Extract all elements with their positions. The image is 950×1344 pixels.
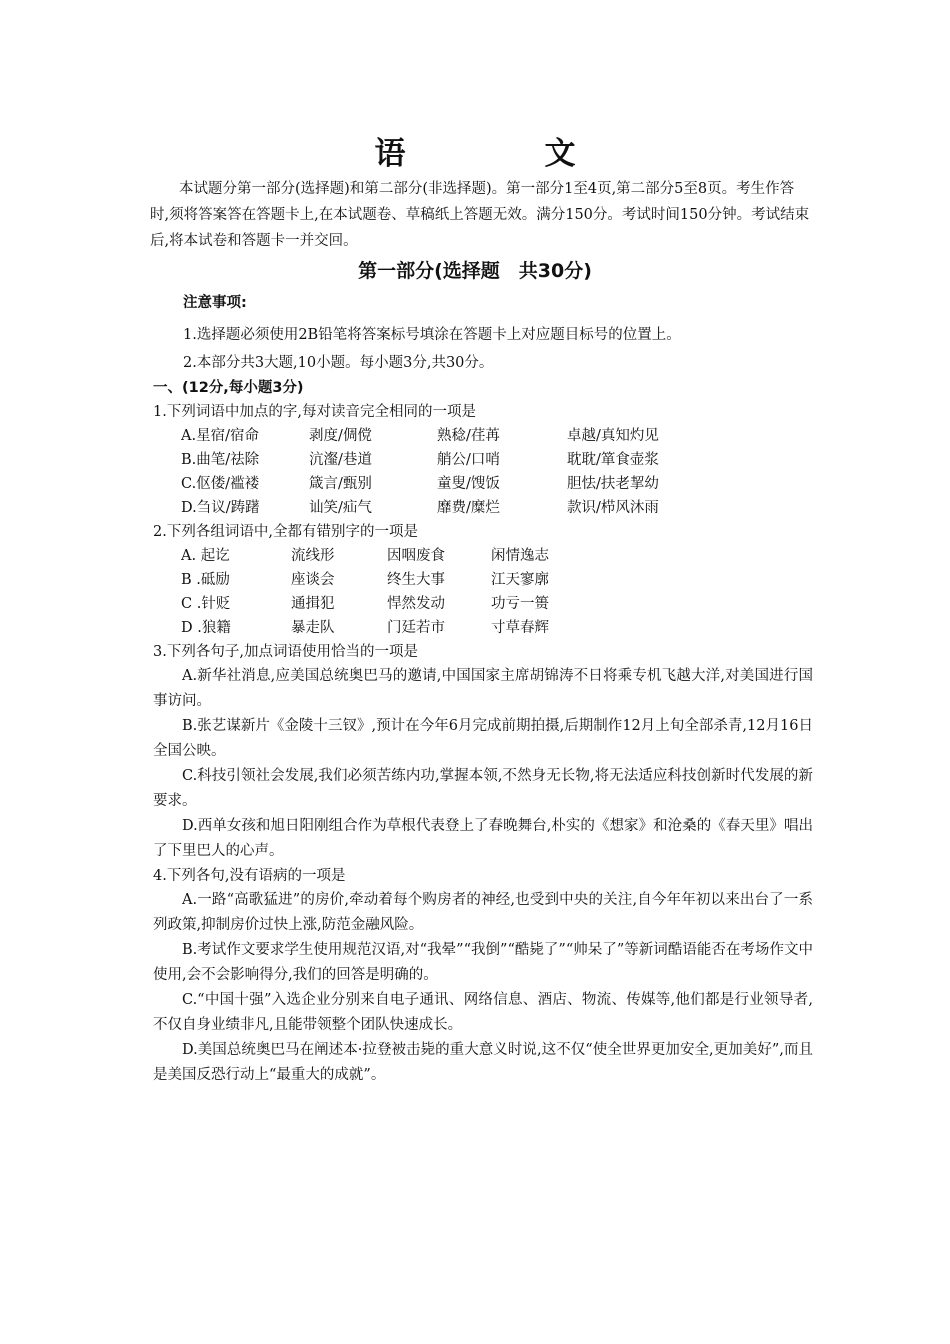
question-stem: 3.下列各句子,加点词语使用恰当的一项是: [153, 644, 418, 660]
question-3: [153, 640, 813, 864]
option-cell: 闲情逸志: [491, 548, 549, 564]
page-title: 语 文: [374, 136, 630, 172]
option-cell: 江天寥廓: [491, 572, 549, 588]
option-cell: 靡费/糜烂: [437, 500, 500, 516]
question-stem: 1.下列词语中加点的字,每对读音完全相同的一项是: [153, 404, 476, 420]
option-cell: 胆怯/扶老挈幼: [567, 476, 659, 492]
option-cell: 因咽废食: [387, 548, 445, 564]
option-paragraph: B.考试作文要求学生使用规范汉语,对“我晕”“我倒”“酷毙了”“帅呆了”等新词酷语能否在考场作文中使用,会不会影响得分,我们的回答是明确的。: [153, 942, 813, 983]
option-cell: 终生大事: [387, 572, 445, 588]
option-cell: A. 起讫: [181, 548, 230, 564]
option-paragraph: A.新华社消息,应美国总统奥巴马的邀请,中国国家主席胡锦涛不日将乘专机飞越大洋,对美国进行国事访问。: [153, 668, 813, 709]
option-cell: 耽耽/箪食壶浆: [567, 452, 659, 468]
option-cell: 寸草春辉: [491, 620, 549, 636]
part-one-heading: 第一部分(选择题 共30分): [358, 260, 592, 282]
option-cell: 悍然发动: [387, 596, 445, 612]
option-cell: B .砥励: [181, 572, 230, 588]
question-4: [153, 864, 813, 1088]
option-cell: 功亏一篑: [491, 596, 549, 612]
option-cell: C .针贬: [181, 596, 231, 612]
option-cell: 卓越/真知灼见: [567, 428, 659, 444]
option-paragraph: D.西单女孩和旭日阳刚组合作为草根代表登上了春晚舞台,朴实的《想家》和沧桑的《春天里》唱出了下里巴人的心声。: [153, 818, 813, 859]
question-2: [153, 520, 813, 640]
option-paragraph: B.张艺谋新片《金陵十三钗》,预计在今年6月完成前期拍摄,后期制作12月上旬全部杀青,12月16日全国公映。: [153, 718, 813, 759]
option-grid: [181, 544, 813, 640]
question-stem: 4.下列各句,没有语病的一项是: [153, 868, 346, 884]
option-grid: [181, 424, 813, 520]
option-paragraph: D.美国总统奥巴马在阐述本·拉登被击毙的重大意义时说,这不仅“使全世界更加安全,更加美好”,而且是美国反恐行动上“最重大的成就”。: [153, 1042, 813, 1083]
option-cell: 通揖犯: [291, 596, 335, 612]
option-cell: 讪笑/疝气: [309, 500, 372, 516]
option-cell: 童叟/馊饭: [437, 476, 500, 492]
option-cell: 座谈会: [291, 572, 335, 588]
option-paragraph: C.“中国十强”入选企业分别来自电子通讯、网络信息、酒店、物流、传媒等,他们都是行业领导者,不仅自身业绩非凡,且能带领整个团队快速成长。: [153, 992, 813, 1033]
option-cell: C.伛偻/褴褛: [181, 476, 260, 492]
option-paragraph: C.科技引领社会发展,我们必须苦练内功,掌握本领,不然身无长物,将无法适应科技创新时代发展的新要求。: [153, 768, 813, 809]
option-cell: 剥度/倜傥: [309, 428, 372, 444]
option-cell: D.刍议/踌躇: [181, 500, 260, 516]
question-1: [153, 400, 813, 520]
questions-section: [153, 376, 813, 1088]
notes-block: [183, 291, 803, 377]
exam-instructions: 本试题分第一部分(选择题)和第二部分(非选择题)。第一部分1至4页,第二部分5至8页。考生作答时,须将答案答在答题卡上,在本试题卷、草稿纸上答题无效。满分150分。考试时间150分钟。考试结束后,将本试卷和答题卡一并交回。: [150, 181, 810, 249]
option-cell: 箴言/甄别: [309, 476, 372, 492]
option-cell: 沆瀣/巷道: [309, 452, 372, 468]
option-cell: B.曲笔/祛除: [181, 452, 260, 468]
note-item: 1.选择题必须使用2B铅笔将答案标号填涂在答题卡上对应题目标号的位置上。: [183, 327, 681, 343]
note-item: 2.本部分共3大题,10小题。每小题3分,共30分。: [183, 355, 494, 371]
option-cell: 熟稔/荏苒: [437, 428, 500, 444]
option-cell: A.星宿/宿命: [181, 428, 259, 444]
option-cell: 门廷若市: [387, 620, 445, 636]
notes-heading: 注意事项:: [183, 295, 247, 311]
option-paragraph: A.一路“高歌猛进”的房价,牵动着每个购房者的神经,也受到中央的关注,自今年年初以来出台了一系列政策,抑制房价过快上涨,防范金融风险。: [153, 892, 813, 933]
option-cell: 流线形: [291, 548, 335, 564]
option-cell: 暴走队: [291, 620, 335, 636]
question-stem: 2.下列各组词语中,全都有错别字的一项是: [153, 524, 418, 540]
option-cell: D .狼籍: [181, 620, 231, 636]
section-heading: 一、(12分,每小题3分): [153, 380, 304, 396]
option-cell: 款识/栉风沐雨: [567, 500, 659, 516]
option-cell: 艄公/口哨: [437, 452, 500, 468]
